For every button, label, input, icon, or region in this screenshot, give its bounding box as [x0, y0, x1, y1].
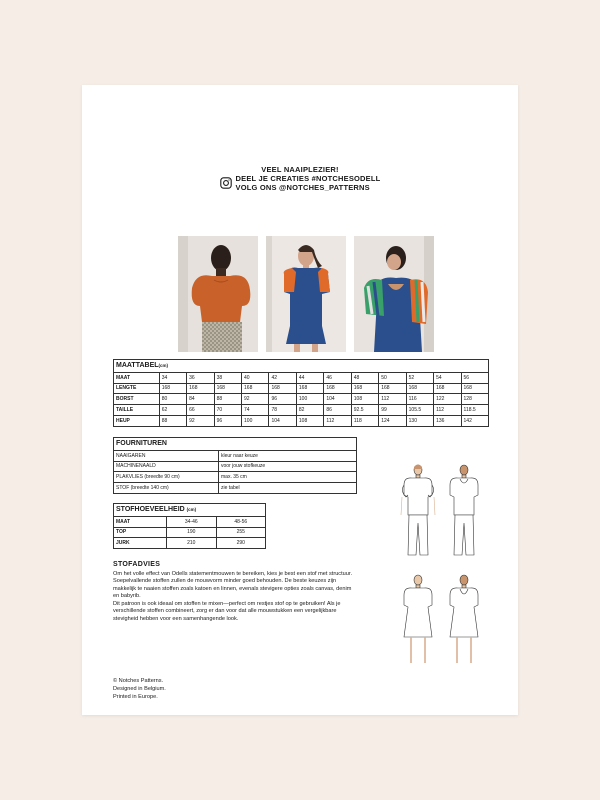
social-header [82, 165, 518, 192]
fabric-amount-table-title: STOFHOEVEELHEID (cm) [114, 504, 266, 517]
photo-row [178, 236, 410, 352]
fabric-advice [113, 561, 358, 623]
photo-striped-sleeve-back [354, 236, 434, 352]
header-line-2: DEEL JE CREATIES #NOTCHESODELL [235, 174, 381, 183]
copyright: © Notches Patterns. [113, 678, 164, 684]
drawing-dress-back [450, 575, 478, 663]
header-line-1: VEEL NAAIPLEZIER! [261, 165, 339, 174]
fabric-advice-title: STOFADVIES [113, 561, 161, 568]
technical-drawings [398, 463, 486, 673]
table-row: LENGTE 168 168 168 168 168 168 168 168 168 168 168 168 [114, 383, 489, 394]
table-row: HEUP 88 92 96 100 104 108 112 118 124 130 136 142 [114, 415, 489, 426]
table-row: STOF (breedte 140 cm) zie tabel [114, 483, 357, 494]
table-row: NAAIGAREN kleur naar keuze [114, 450, 357, 461]
table-row: PLAKVLIES (breedte 90 cm) max. 35 cm [114, 472, 357, 483]
fabric-amount-table-header: MAAT 34-46 48-56 [114, 516, 266, 527]
notions-table-title: FOURNITUREN [114, 438, 357, 451]
fabric-advice-paragraph-1: Om het volle effect van Odells statementmouwen te bereiken, kies je best een stof met structuur. Soepelvallende stoffen zullen de mouwvorm minder goed behouden. De beste keuzes zijn makkelijk te naaien stoffen zoals katoen en linnen, evenals stevigere opties zoals canvas, denim en babyrib. [113, 570, 352, 599]
table-row: TOP 190 255 [114, 527, 266, 538]
size-table-title: MAATTABEL(cm) [114, 360, 489, 373]
drawing-dress-front [404, 575, 432, 663]
size-table-header: MAAT 34 36 38 40 42 44 46 48 50 52 54 56 [114, 372, 489, 383]
notions-table [113, 437, 357, 494]
pattern-sheet [82, 85, 518, 715]
photo-orange-top [178, 236, 258, 352]
drawing-top-back [450, 465, 478, 555]
drawing-top-front [401, 465, 435, 556]
table-row: BORST 80 84 88 92 96 100 104 108 112 116 122 128 [114, 394, 489, 405]
printed-in: Printed in Europe. [113, 694, 158, 700]
size-table [113, 359, 489, 427]
header-line-3: VOLG ONS @NOTCHES_PATTERNS [235, 183, 370, 192]
photo-denim-dress-front [266, 236, 346, 352]
footer [113, 677, 166, 701]
table-row: JURK 210 290 [114, 538, 266, 549]
fabric-advice-paragraph-2: Dit patroon is ook ideaal om stoffen te mixen—perfect om restjes stof op te gebruiken! Als je verschillende stoffen combineert, zorg er dan voor dat alle mouwstukken een vergelijkbare stevigheid hebben voor een samenhangende look. [113, 600, 341, 622]
instagram-icon [220, 177, 232, 189]
fabric-amount-table [113, 503, 266, 549]
table-row: TAILLE 62 66 70 74 78 82 86 92.5 99 105.5 112 118.5 [114, 405, 489, 416]
designed-in: Designed in Belgium. [113, 686, 166, 692]
table-row: MACHINENAALD voor jouw stofkeuze [114, 461, 357, 472]
